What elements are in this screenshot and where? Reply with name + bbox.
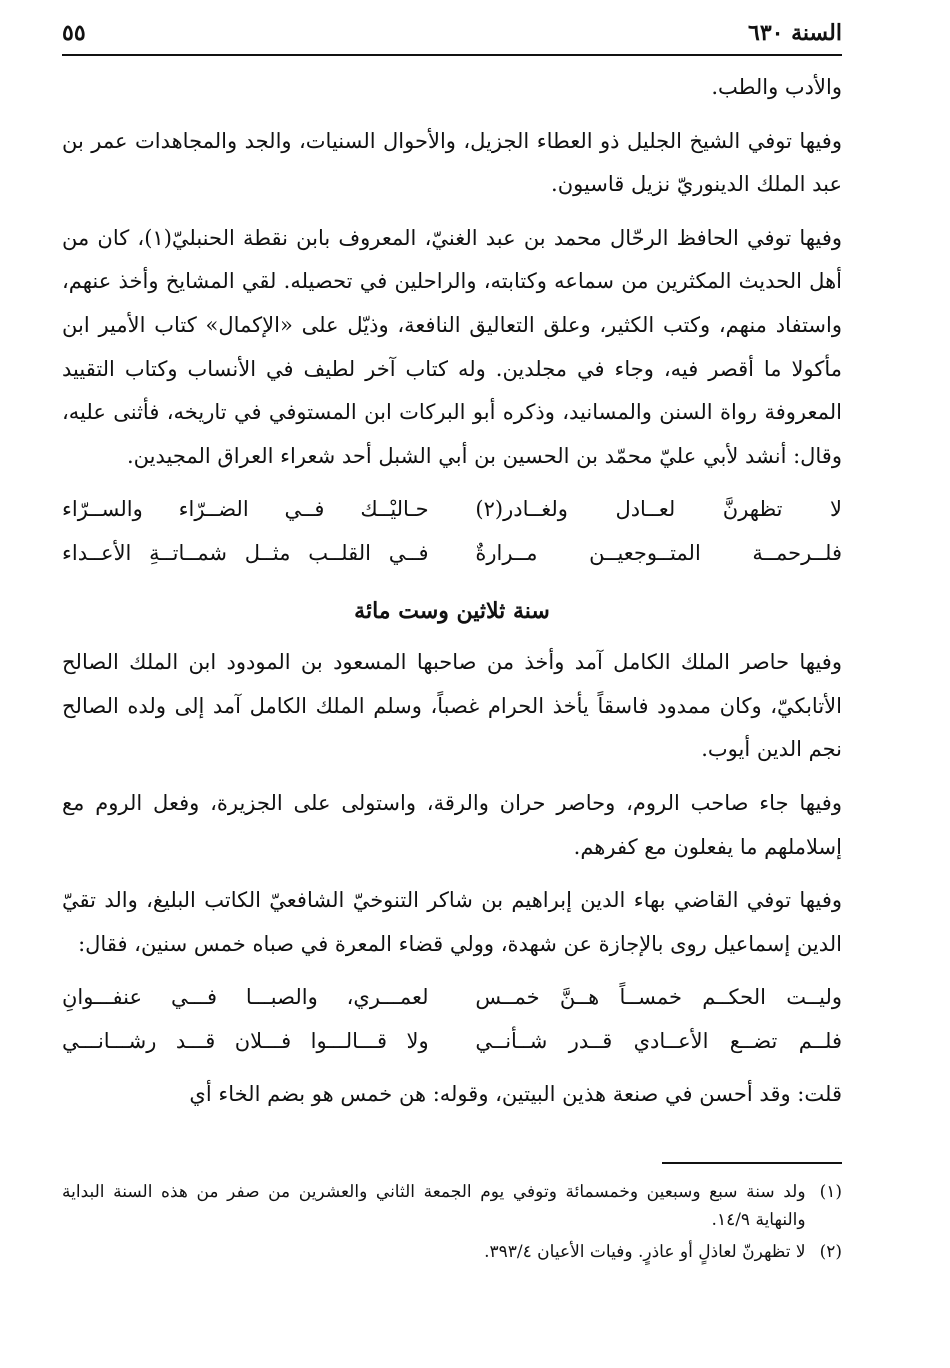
verse-second-hemistich: ولا قـــالـــوا فـــلان قـــد رشـــانـــي [62,1028,429,1053]
verse-first-hemistich: فلــم تضــع الأعــادي قــدر شــأنــي [475,1028,842,1053]
verse-line [62,532,842,576]
paragraph: قلت: وقد أحسن في صنعة هذين البيتين، وقوله: هن خمس هو بضم الخاء أي [189,1082,842,1107]
footnote-text: لا تظهرنّ لعاذلٍ أو عاذرٍ. وفيات الأعيان ٣٩٣/٤. [484,1242,806,1262]
section-heading: سنة ثلاثين وست مائة [354,597,550,624]
verse-first-hemistich: لا تظهرنَّ لعــادل ولغــادر(٢) [475,497,842,522]
verse-second-hemistich: فــي القلــب مثــل شمــاتــةِ الأعــداء [62,540,429,565]
footnote-rule [662,1162,842,1164]
paragraph: وفيها جاء صاحب الروم، وحاصر حران والرقة، واستولى على الجزيرة، وفعل الروم مع إسلاملهم ما يفعلون مع كفرهم. [62,790,842,859]
footnotes [62,1178,842,1270]
page-number: ٥٥ [62,20,86,46]
footnote-number: (٢) [819,1242,842,1262]
verse-line [62,976,842,1020]
verse-second-hemistich: حـاليْــك فــي الضــرّاء والســرّاء [62,497,429,522]
paragraph: وفيها توفي الحافظ الرحّال محمد بن عبد الغنيّ، المعروف بابن نقطة الحنبليّ(١)، كان من أهل الحديث المكثرين من سماعه وكتابته، والراحلين في تحصيله. لقي المشايخ وأخذ عنهم، واستفاد منهم، وكتب الكثير، وعلق التعاليق النافعة، وذيّل على «الإكمال» كتاب الأمير ابن مأكولا ما أقصر فيه، وجاء في مجلدين. وله كتاب آخر لطيف في الأنساب وكتاب التقييد المعروفة رواة السنن والمسانيد، وذكره أبو البركات ابن المستوفي في تاريخه، فأثنى عليه، وقال: أنشد لأبي عليّ محمّد بن الحسين بن أبي الشبل أحد شعراء العراق المجيدين. [62,225,843,468]
paragraph: وفيها توفي الشيخ الجليل ذو العطاء الجزيل، والأحوال السنيات، والجد والمجاهدات عمر بن عبد الملك الدينوريّ نزيل قاسيون. [62,128,842,197]
verse-first-hemistich: وليــت الحكــم خمســاً هــنَّ خمــس [475,985,842,1010]
footnote [62,1238,842,1266]
verse-line [62,1020,842,1064]
footnote [62,1178,842,1234]
paragraph: وفيها توفي القاضي بهاء الدين إبراهيم بن شاكر التنوخيّ الشافعيّ الكاتب البليغ، والد تقيّ الدين إسماعيل روى بالإجازة عن شهدة، وولي قضاء المعرة في صباه خمس سنين، فقال: [62,888,842,956]
verse-line [62,488,842,532]
footnote-number: (١) [819,1182,842,1202]
footnote-text: ولد سنة سبع وسبعين وخمسمائة وتوفي يوم الجمعة الثاني والعشرين من صفر من هذه السنة البداية والنهاية ١٤/٩. [62,1182,806,1230]
verse-second-hemistich: لعمـــري، والصبـــا فـــي عنفـــوانِ [62,985,429,1010]
year-label: السنة ٦٣٠ [748,20,842,46]
header-rule [62,54,842,56]
paragraph: وفيها حاصر الملك الكامل آمد وأخذ من صاحبها المسعود بن المودود ابن الملك الصالح الأتابكيّ، وكان ممدود فاسقاً يأخذ الحرام غصباً، وسلم الملك الكامل آمد إلى ولده الصالح نجم الدين أيوب. [62,650,842,762]
body-text [62,66,842,1117]
verse-first-hemistich: فلــرحمــة المتــوجعيــن مــرارةٌ [475,540,842,565]
running-head [62,10,842,46]
paragraph: والأدب والطب. [711,75,842,99]
